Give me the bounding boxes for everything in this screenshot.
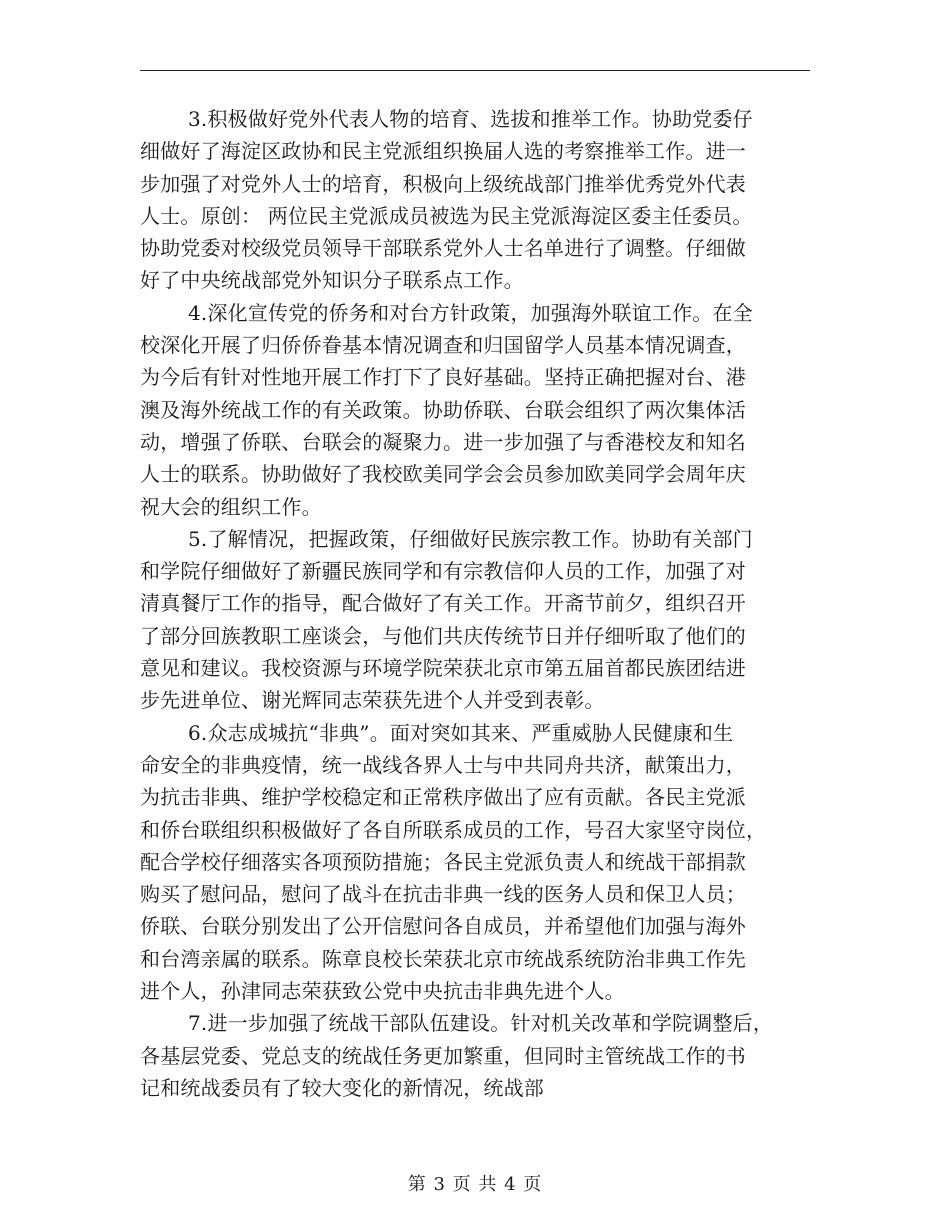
paragraph-line: 购买了慰问品，慰问了战斗在抗击非典一线的医务人员和保卫人员；: [140, 882, 746, 907]
document-body: [140, 103, 812, 1104]
paragraph-line: 清真餐厅工作的指导，配合做好了有关工作。开斋节前夕，组织召开: [140, 591, 746, 616]
paragraph-line: 人士的联系。协助做好了我校欧美同学会会员参加欧美同学会周年庆: [140, 462, 746, 487]
paragraph-line: 好了中央统战部党外知识分子联系点工作。: [140, 268, 524, 293]
paragraph-line: 配合学校仔细落实各项预防措施；各民主党派负责人和统战干部捐款: [140, 849, 746, 874]
paragraph-line: 和侨台联组织积极做好了各自所联系成员的工作，号召大家坚守岗位，: [140, 817, 767, 842]
paragraph-line: 步先进单位、谢光辉同志荣获先进个人并受到表彰。: [140, 688, 605, 713]
paragraph-line: 侨联、台联分别发出了公开信慰问各自成员，并希望他们加强与海外: [140, 914, 746, 939]
paragraph-first-line: 5.了解情况，把握政策，仔细做好民族宗教工作。协助有关部门: [188, 526, 753, 551]
paragraph-line: 校深化开展了归侨侨眷基本情况调查和归国留学人员基本情况调查，: [140, 333, 746, 358]
paragraph-line: 人士。原创： 两位民主党派成员被选为民主党派海淀区委主任委员。: [140, 203, 753, 228]
paragraph-line: 命安全的非典疫情，统一战线各界人士与中共同舟共济，献策出力，: [140, 752, 746, 777]
paragraph-line: 动，增强了侨联、台联会的凝聚力。进一步加强了与香港校友和知名: [140, 429, 746, 454]
paragraph-line: 各基层党委、党总支的统战任务更加繁重，但同时主管统战工作的书: [140, 1043, 746, 1068]
paragraph-line: 为今后有针对性地开展工作打下了良好基础。坚持正确把握对台、港: [140, 365, 746, 390]
paragraph-line: 和学院仔细做好了新疆民族同学和有宗教信仰人员的工作，加强了对: [140, 559, 746, 584]
paragraph-line: 意见和建议。我校资源与环境学院荣获北京市第五届首都民族团结进: [140, 656, 746, 681]
paragraph-line: 记和统战委员有了较大变化的新情况，统战部: [140, 1075, 544, 1100]
paragraph-line: 为抗击非典、维护学校稳定和正常秩序做出了应有贡献。各民主党派: [140, 785, 746, 810]
paragraph-first-line: 7.进一步加强了统战干部队伍建设。针对机关改革和学院调整后，: [188, 1011, 774, 1036]
paragraph-line: 细做好了海淀区政协和民主党派组织换届人选的考察推举工作。进一: [140, 139, 746, 164]
paragraph-first-line: 4.深化宣传党的侨务和对台方针政策，加强海外联谊工作。在全: [188, 300, 753, 325]
paragraph-line: 祝大会的组织工作。: [140, 494, 322, 519]
paragraph-first-line: 3.积极做好党外代表人物的培育、选拔和推举工作。协助党委仔: [188, 107, 753, 131]
paragraph-line: 协助党委对校级党员领导干部联系党外人士名单进行了调整。仔细做: [140, 236, 746, 261]
paragraph-line: 了部分回族教职工座谈会，与他们共庆传统节日并仔细听取了他们的: [140, 623, 746, 648]
header-rule: [140, 70, 810, 71]
paragraph-line: 步加强了对党外人士的培育，积极向上级统战部门推举优秀党外代表: [140, 171, 746, 196]
page-number: 第 3 页 共 4 页: [407, 1174, 543, 1195]
paragraph-line: 进个人，孙津同志荣获致公党中央抗击非典先进个人。: [140, 979, 625, 1004]
paragraph-line: 和台湾亲属的联系。陈章良校长荣获北京市统战系统防治非典工作先: [140, 946, 746, 971]
paragraph-line: 澳及海外统战工作的有关政策。协助侨联、台联会组织了两次集体活: [140, 397, 746, 422]
paragraph-first-line: 6.众志成城抗“非典”。面对突如其来、严重威胁人民健康和生: [188, 720, 734, 745]
